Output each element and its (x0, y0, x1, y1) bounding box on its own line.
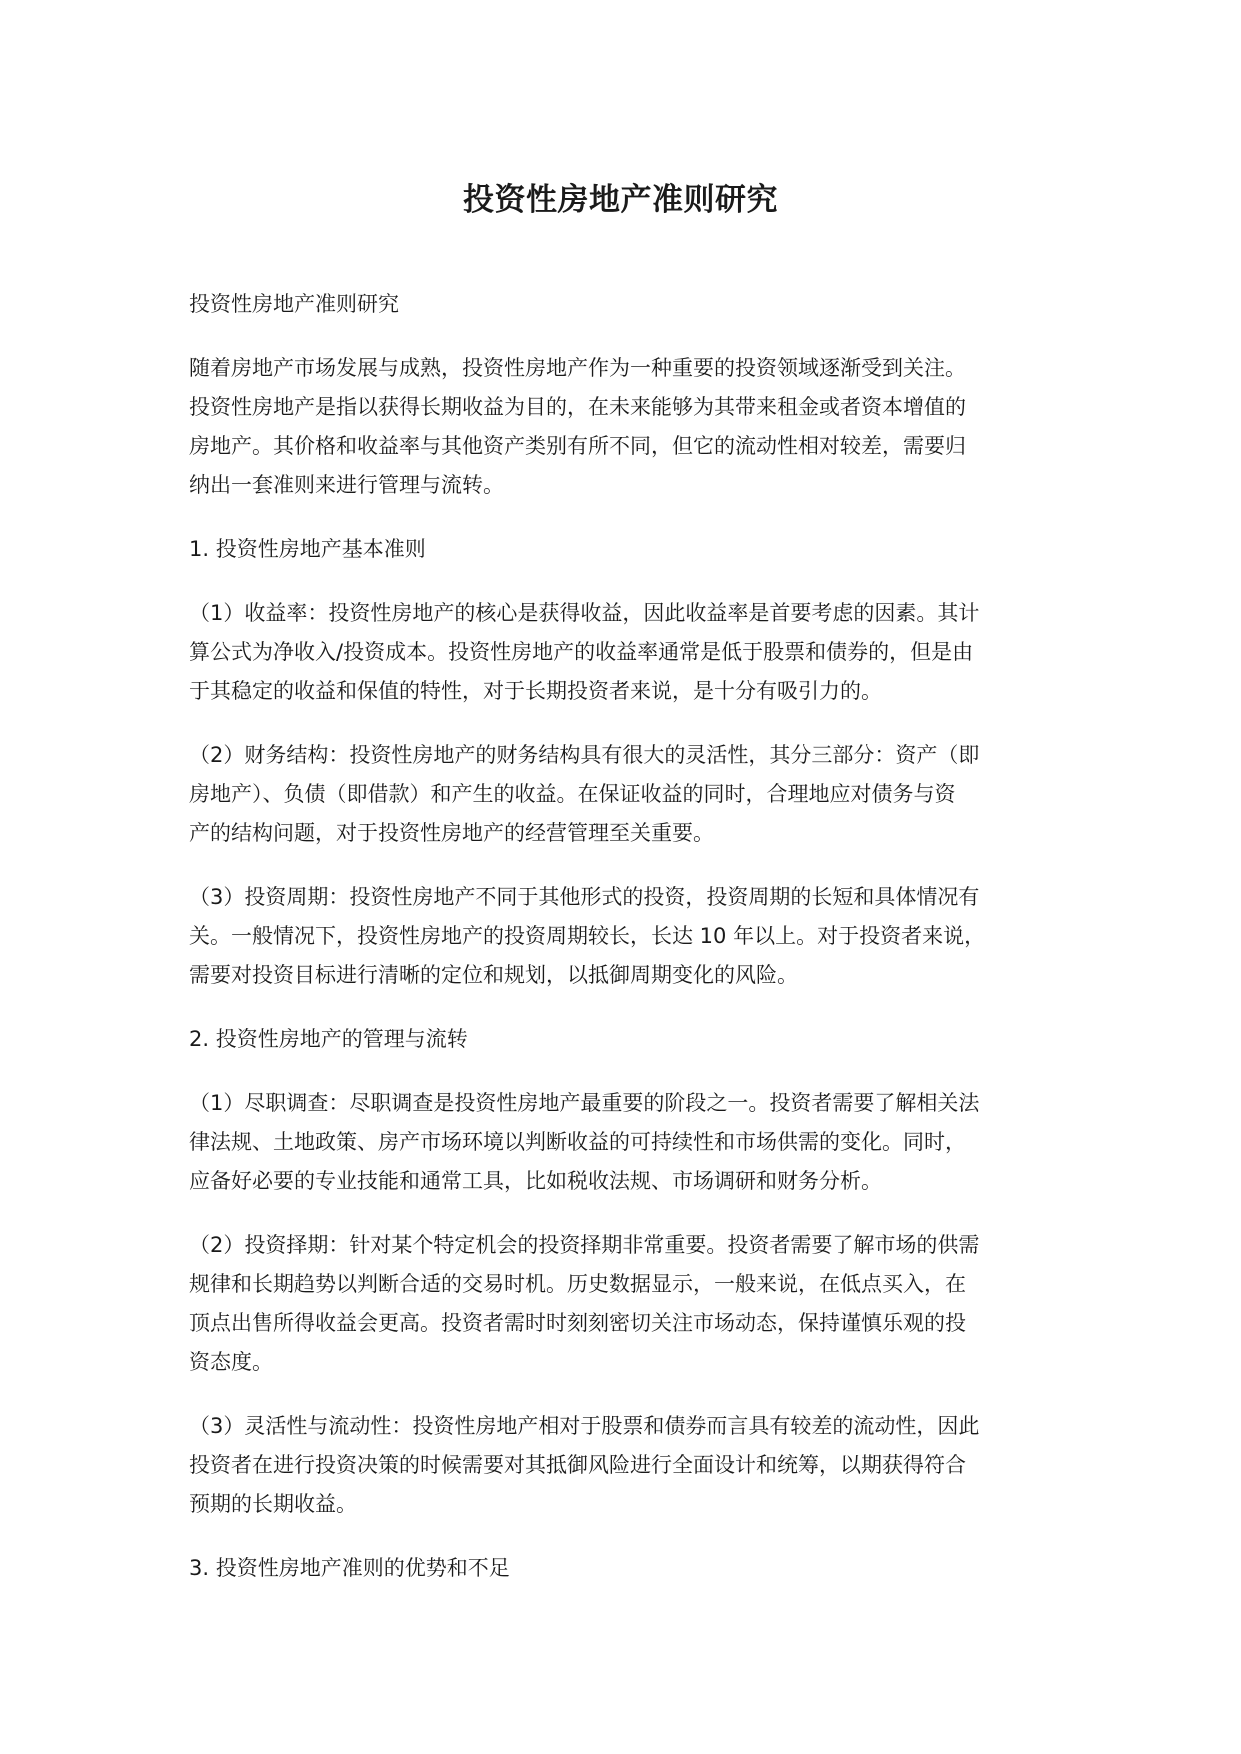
text-line: 纳出一套准则来进行管理与流转。 (189, 473, 504, 497)
text-line: 关。一般情况下，投资性房地产的投资周期较长，长达 10 年以上。对于投资者来说， (189, 924, 986, 948)
paragraph-investment-cycle (189, 878, 1059, 995)
paragraph-yield (189, 594, 1059, 711)
intro-paragraph (189, 349, 1059, 505)
text-line: （2）投资择期：针对某个特定机会的投资择期非常重要。投资者需要了解市场的供需 (189, 1233, 980, 1257)
text-line: 预期的长期收益。 (189, 1492, 357, 1516)
text-line: （3）灵活性与流动性：投资性房地产相对于股票和债券而言具有较差的流动性，因此 (189, 1414, 980, 1438)
section-heading-2 (189, 1020, 1059, 1059)
text-line: （1）收益率：投资性房地产的核心是获得收益，因此收益率是首要考虑的因素。其计 (189, 601, 980, 625)
text-line: 投资者在进行投资决策的时候需要对其抵御风险进行全面设计和统筹，以期获得符合 (189, 1453, 966, 1477)
section-heading-1 (189, 530, 1059, 569)
text-line: 3. 投资性房地产准则的优势和不足 (189, 1556, 510, 1580)
paragraph-due-diligence (189, 1084, 1059, 1201)
text-line: 房地产）、负债（即借款）和产生的收益。在保证收益的同时，合理地应对债务与资 (189, 782, 956, 806)
text-line: （2）财务结构：投资性房地产的财务结构具有很大的灵活性，其分三部分：资产（即 (189, 743, 980, 767)
text-line: 2. 投资性房地产的管理与流转 (189, 1027, 468, 1051)
text-line: 算公式为净收入/投资成本。投资性房地产的收益率通常是低于股票和债券的，但是由 (189, 640, 974, 664)
text-line: 投资性房地产准则研究 (189, 292, 399, 316)
document-body (189, 285, 1059, 1613)
text-line: 顶点出售所得收益会更高。投资者需时时刻刻密切关注市场动态，保持谨慎乐观的投 (189, 1311, 966, 1335)
text-line: 投资性房地产是指以获得长期收益为目的，在未来能够为其带来租金或者资本增值的 (189, 395, 966, 419)
text-line: 资态度。 (189, 1350, 273, 1374)
text-line: 1. 投资性房地产基本准则 (189, 537, 426, 561)
paragraph-liquidity (189, 1407, 1059, 1524)
subtitle-paragraph (189, 285, 1059, 324)
text-line: （1）尽职调查：尽职调查是投资性房地产最重要的阶段之一。投资者需要了解相关法 (189, 1091, 980, 1115)
text-line: 应备好必要的专业技能和通常工具，比如税收法规、市场调研和财务分析。 (189, 1169, 882, 1193)
text-line: 产的结构问题，对于投资性房地产的经营管理至关重要。 (189, 821, 714, 845)
document-title: 投资性房地产准则研究 (463, 182, 778, 218)
paragraph-financial-structure (189, 736, 1059, 853)
text-line: 房地产。其价格和收益率与其他资产类别有所不同，但它的流动性相对较差，需要归 (189, 434, 966, 458)
text-line: 需要对投资目标进行清晰的定位和规划，以抵御周期变化的风险。 (189, 963, 798, 987)
text-line: 规律和长期趋势以判断合适的交易时机。历史数据显示，一般来说，在低点买入，在 (189, 1272, 966, 1296)
text-line: 于其稳定的收益和保值的特性，对于长期投资者来说，是十分有吸引力的。 (189, 679, 882, 703)
section-heading-3 (189, 1549, 1059, 1588)
text-line: 律法规、土地政策、房产市场环境以判断收益的可持续性和市场供需的变化。同时， (189, 1130, 966, 1154)
text-line: （3）投资周期：投资性房地产不同于其他形式的投资，投资周期的长短和具体情况有 (189, 885, 980, 909)
text-line: 随着房地产市场发展与成熟，投资性房地产作为一种重要的投资领域逐渐受到关注。 (189, 356, 966, 380)
paragraph-timing (189, 1226, 1059, 1382)
